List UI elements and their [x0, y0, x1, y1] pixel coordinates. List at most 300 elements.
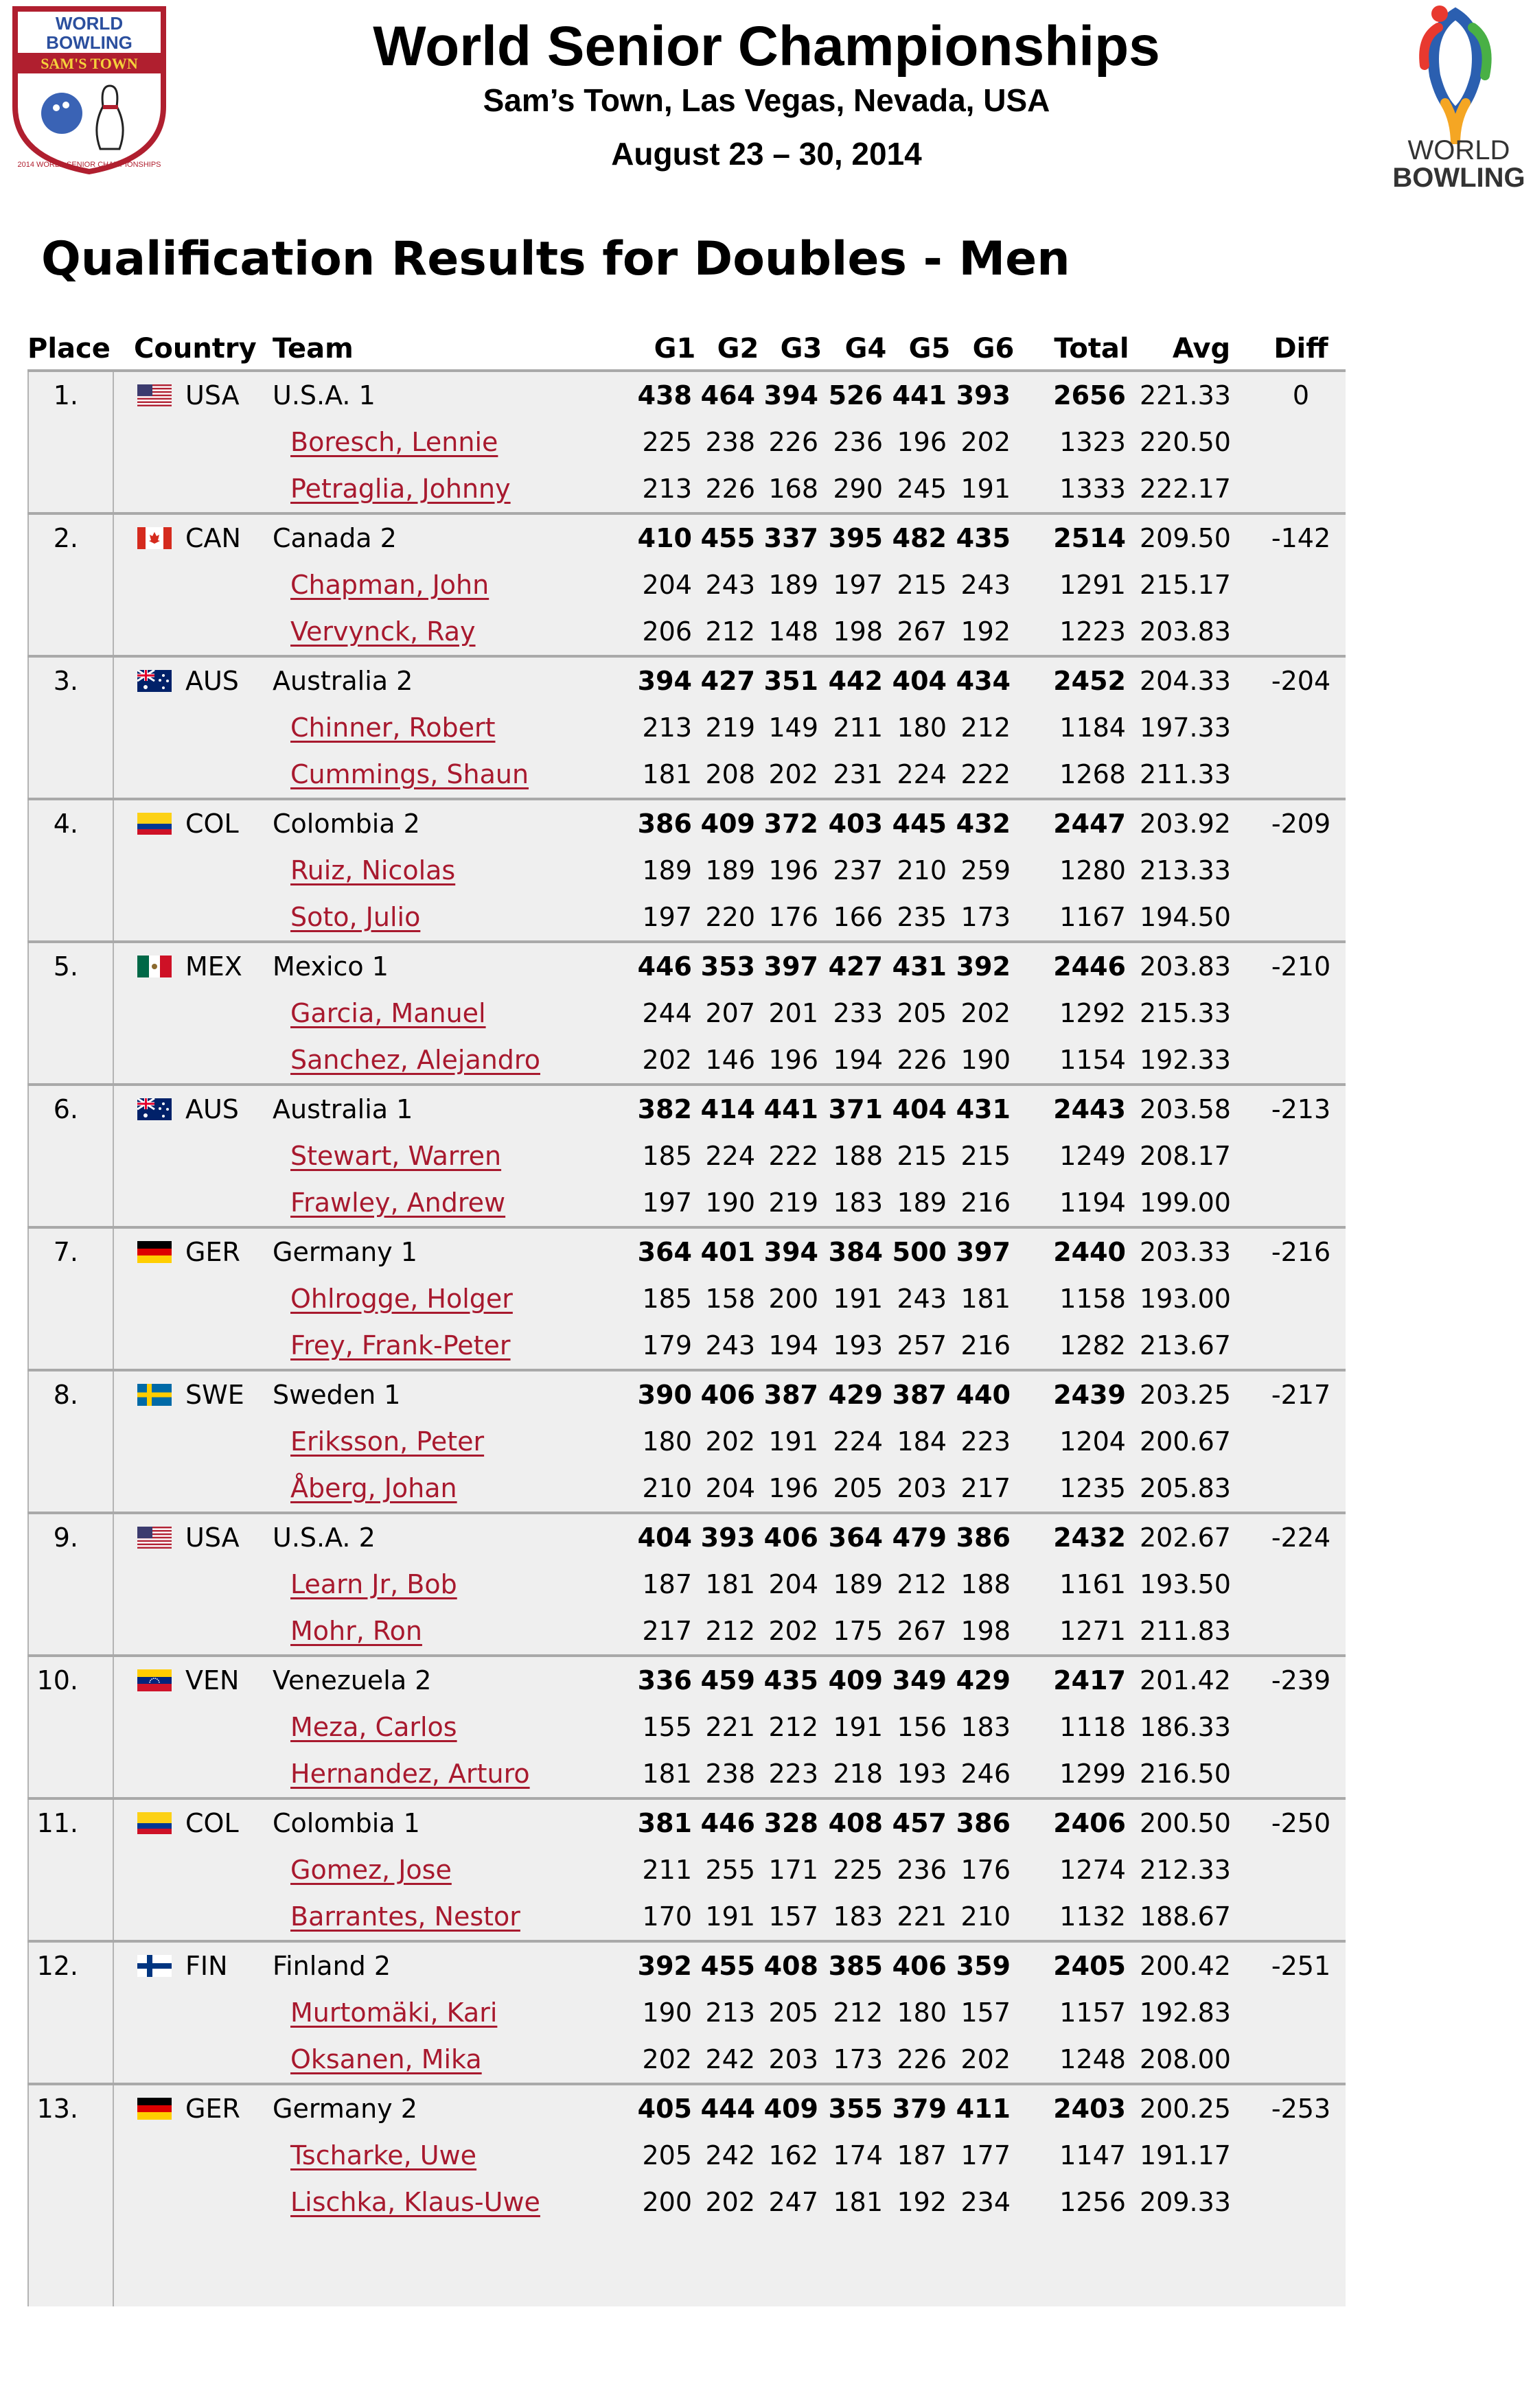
player-game-score: 194 — [833, 1045, 883, 1075]
team-game-score: 359 — [956, 1951, 1011, 1981]
player-game-score: 202 — [768, 759, 818, 789]
player-game-score: 196 — [768, 855, 818, 885]
player-game-score: 179 — [642, 1330, 692, 1361]
team-group — [27, 1800, 1346, 1940]
team-average: 200.42 — [1140, 1951, 1231, 1981]
country-code: SWE — [185, 1380, 244, 1410]
player-average: 192.83 — [1140, 1998, 1231, 2028]
player-game-score: 198 — [833, 616, 883, 647]
team-game-score: 394 — [637, 666, 692, 696]
team-game-score: 408 — [828, 1808, 883, 1838]
team-game-score: 371 — [828, 1094, 883, 1124]
col-g6-header: G6 — [972, 333, 1015, 364]
player-average: 186.33 — [1140, 1712, 1231, 1742]
mexico-flag-icon — [137, 956, 172, 977]
player-game-score: 189 — [897, 1188, 947, 1218]
team-group — [27, 1229, 1346, 1369]
player-game-score: 196 — [768, 1473, 818, 1503]
player-game-score: 243 — [705, 570, 755, 600]
country-code: GER — [185, 2094, 240, 2124]
player-average: 193.00 — [1140, 1284, 1231, 1314]
player-game-score: 189 — [642, 855, 692, 885]
player-game-score: 203 — [768, 2044, 818, 2074]
team-total: 2403 — [1053, 2094, 1126, 2124]
player-game-score: 212 — [705, 616, 755, 647]
player-average: 216.50 — [1140, 1759, 1231, 1789]
player-game-score: 192 — [897, 2187, 947, 2217]
team-game-score: 440 — [956, 1380, 1011, 1410]
player-game-score: 190 — [642, 1998, 692, 2028]
team-name: Sweden 1 — [273, 1380, 401, 1410]
player-name-link[interactable]: Gomez, Jose — [290, 1855, 452, 1885]
player-game-score: 206 — [642, 616, 692, 647]
player-game-score: 173 — [833, 2044, 883, 2074]
player-game-score: 226 — [705, 474, 755, 504]
event-dates: August 23 – 30, 2014 — [611, 136, 922, 172]
team-average: 209.50 — [1140, 523, 1231, 553]
player-game-score: 259 — [960, 855, 1011, 885]
team-name: Germany 1 — [273, 1237, 417, 1267]
player-total: 1274 — [1059, 1855, 1126, 1885]
team-average: 200.25 — [1140, 2094, 1231, 2124]
place-cell: 1. — [53, 380, 78, 410]
player-total: 1147 — [1059, 2140, 1126, 2170]
team-name: Finland 2 — [273, 1951, 391, 1981]
player-average: 215.33 — [1140, 998, 1231, 1028]
player-game-score: 242 — [705, 2140, 755, 2170]
svg-text:WORLD: WORLD — [55, 13, 124, 34]
player-game-score: 185 — [642, 1141, 692, 1171]
team-name: Australia 2 — [273, 666, 413, 696]
player-name-link[interactable]: Cummings, Shaun — [290, 759, 529, 789]
country-code: AUS — [185, 1094, 239, 1124]
player-game-score: 242 — [705, 2044, 755, 2074]
player-game-score: 170 — [642, 1901, 692, 1932]
player-name-link[interactable]: Stewart, Warren — [290, 1141, 502, 1171]
country-code: COL — [185, 809, 239, 839]
player-game-score: 235 — [897, 902, 947, 932]
player-average: 193.50 — [1140, 1569, 1231, 1599]
player-game-score: 218 — [833, 1759, 883, 1789]
player-name-link[interactable]: Petraglia, Johnny — [290, 474, 511, 504]
player-name-link[interactable]: Mohr, Ron — [290, 1616, 422, 1646]
player-name-link[interactable]: Boresch, Lennie — [290, 427, 498, 457]
col-country-header: Country — [134, 333, 257, 364]
player-game-score: 225 — [642, 427, 692, 457]
team-game-score: 405 — [637, 2094, 692, 2124]
team-name: Mexico 1 — [273, 951, 389, 982]
team-game-score: 386 — [637, 809, 692, 839]
team-game-score: 455 — [700, 523, 755, 553]
team-game-score: 442 — [828, 666, 883, 696]
finland-flag-icon — [137, 1955, 172, 1977]
country-code: FIN — [185, 1951, 228, 1981]
player-average: 188.67 — [1140, 1901, 1231, 1932]
team-diff: 0 — [1292, 380, 1310, 410]
player-name-link[interactable]: Vervynck, Ray — [290, 616, 476, 647]
player-game-score: 226 — [768, 427, 818, 457]
team-game-score: 409 — [700, 809, 755, 839]
team-game-score: 409 — [828, 1665, 883, 1695]
player-game-score: 202 — [705, 2187, 755, 2217]
team-game-score: 441 — [892, 380, 947, 410]
country-code: VEN — [185, 1665, 240, 1695]
team-game-score: 351 — [763, 666, 818, 696]
player-game-score: 202 — [768, 1616, 818, 1646]
player-game-score: 183 — [833, 1188, 883, 1218]
player-game-score: 267 — [897, 1616, 947, 1646]
team-game-score: 526 — [828, 380, 883, 410]
player-game-score: 193 — [833, 1330, 883, 1361]
team-game-score: 411 — [956, 2094, 1011, 2124]
place-cell: 4. — [53, 809, 78, 839]
team-game-score: 393 — [700, 1523, 755, 1553]
team-name: Venezuela 2 — [273, 1665, 432, 1695]
player-average: 211.33 — [1140, 759, 1231, 789]
player-game-score: 243 — [897, 1284, 947, 1314]
player-name-link[interactable]: Chinner, Robert — [290, 713, 496, 743]
team-game-score: 349 — [892, 1665, 947, 1695]
player-name-link[interactable]: Tscharke, Uwe — [290, 2140, 477, 2170]
player-name-link[interactable]: Sanchez, Alejandro — [290, 1045, 540, 1075]
player-game-score: 212 — [705, 1616, 755, 1646]
colombia-flag-icon — [137, 1812, 172, 1834]
player-name-link[interactable]: Soto, Julio — [290, 902, 421, 932]
player-game-score: 184 — [897, 1426, 947, 1457]
player-game-score: 148 — [768, 616, 818, 647]
player-game-score: 202 — [960, 998, 1011, 1028]
player-game-score: 219 — [768, 1188, 818, 1218]
player-game-score: 198 — [960, 1616, 1011, 1646]
team-game-score: 429 — [828, 1380, 883, 1410]
player-total: 1282 — [1059, 1330, 1126, 1361]
team-game-score: 387 — [892, 1380, 947, 1410]
player-game-score: 201 — [768, 998, 818, 1028]
team-game-score: 372 — [763, 809, 818, 839]
team-average: 203.25 — [1140, 1380, 1231, 1410]
player-game-score: 244 — [642, 998, 692, 1028]
team-game-score: 353 — [700, 951, 755, 982]
team-average: 202.67 — [1140, 1523, 1231, 1553]
player-average: 212.33 — [1140, 1855, 1231, 1885]
player-game-score: 177 — [960, 2140, 1011, 2170]
player-game-score: 212 — [833, 1998, 883, 2028]
player-total: 1223 — [1059, 616, 1126, 647]
place-cell: 2. — [53, 523, 78, 553]
player-game-score: 157 — [960, 1998, 1011, 2028]
place-cell: 6. — [53, 1094, 78, 1124]
place-cell: 11. — [36, 1808, 78, 1838]
player-name-link[interactable]: Lischka, Klaus-Uwe — [290, 2187, 540, 2217]
player-total: 1299 — [1059, 1759, 1126, 1789]
player-game-score: 243 — [705, 1330, 755, 1361]
team-game-score: 395 — [828, 523, 883, 553]
colombia-flag-icon — [137, 813, 172, 835]
player-average: 208.00 — [1140, 2044, 1231, 2074]
team-game-score: 397 — [763, 951, 818, 982]
team-game-score: 404 — [892, 666, 947, 696]
team-diff: -224 — [1271, 1523, 1331, 1553]
team-group — [27, 800, 1346, 940]
player-game-score: 197 — [833, 570, 883, 600]
col-g5-header: G5 — [908, 333, 951, 364]
player-average: 213.67 — [1140, 1330, 1231, 1361]
player-game-score: 196 — [768, 1045, 818, 1075]
team-group — [27, 1086, 1346, 1226]
team-diff: -250 — [1271, 1808, 1331, 1838]
player-game-score: 203 — [897, 1473, 947, 1503]
player-game-score: 166 — [833, 902, 883, 932]
team-game-score: 459 — [700, 1665, 755, 1695]
player-game-score: 190 — [960, 1045, 1011, 1075]
player-total: 1154 — [1059, 1045, 1126, 1075]
team-game-score: 431 — [892, 951, 947, 982]
player-name-link[interactable]: Frey, Frank-Peter — [290, 1330, 511, 1361]
col-avg-header: Avg — [1172, 333, 1231, 364]
player-name-link[interactable]: Hernandez, Arturo — [290, 1759, 530, 1789]
player-average: 213.33 — [1140, 855, 1231, 885]
player-total: 1118 — [1059, 1712, 1126, 1742]
team-game-score: 404 — [892, 1094, 947, 1124]
country-code: USA — [185, 380, 240, 410]
team-average: 204.33 — [1140, 666, 1231, 696]
team-game-score: 408 — [763, 1951, 818, 1981]
team-name: U.S.A. 1 — [273, 380, 376, 410]
player-game-score: 156 — [897, 1712, 947, 1742]
australia-flag-icon — [137, 1098, 172, 1120]
team-game-score: 435 — [956, 523, 1011, 553]
player-game-score: 192 — [960, 616, 1011, 647]
player-game-score: 213 — [642, 713, 692, 743]
team-group — [27, 1943, 1346, 2083]
player-name-link[interactable]: Eriksson, Peter — [290, 1426, 485, 1457]
player-game-score: 210 — [642, 1473, 692, 1503]
team-name: Canada 2 — [273, 523, 397, 553]
player-game-score: 238 — [705, 1759, 755, 1789]
player-game-score: 187 — [642, 1569, 692, 1599]
player-total: 1184 — [1059, 713, 1126, 743]
team-diff: -142 — [1271, 523, 1331, 553]
player-game-score: 215 — [897, 1141, 947, 1171]
player-game-score: 215 — [960, 1141, 1011, 1171]
team-game-score: 386 — [956, 1523, 1011, 1553]
player-game-score: 220 — [705, 902, 755, 932]
player-name-link[interactable]: Chapman, John — [290, 570, 489, 600]
svg-text:SAM'S TOWN: SAM'S TOWN — [41, 55, 138, 72]
team-game-score: 328 — [763, 1808, 818, 1838]
player-game-score: 191 — [833, 1712, 883, 1742]
team-game-score: 432 — [956, 809, 1011, 839]
player-game-score: 181 — [833, 2187, 883, 2217]
team-total: 2439 — [1053, 1380, 1126, 1410]
team-diff: -204 — [1271, 666, 1331, 696]
player-name-link[interactable]: Murtomäki, Kari — [290, 1998, 498, 2028]
player-average: 209.33 — [1140, 2187, 1231, 2217]
player-game-score: 224 — [705, 1141, 755, 1171]
col-diff-header: Diff — [1273, 333, 1328, 364]
team-game-score: 410 — [637, 523, 692, 553]
player-game-score: 181 — [642, 759, 692, 789]
team-game-score: 457 — [892, 1808, 947, 1838]
player-game-score: 255 — [705, 1855, 755, 1885]
team-diff: -213 — [1271, 1094, 1331, 1124]
team-game-score: 381 — [637, 1808, 692, 1838]
player-game-score: 219 — [705, 713, 755, 743]
player-game-score: 200 — [768, 1284, 818, 1314]
player-game-score: 221 — [897, 1901, 947, 1932]
col-g4-header: G4 — [844, 333, 887, 364]
player-total: 1167 — [1059, 902, 1126, 932]
team-game-score: 446 — [637, 951, 692, 982]
player-average: 211.83 — [1140, 1616, 1231, 1646]
player-name-link[interactable]: Ohlrogge, Holger — [290, 1284, 513, 1314]
country-code: AUS — [185, 666, 239, 696]
results-table — [27, 328, 1346, 2306]
player-game-score: 185 — [642, 1284, 692, 1314]
player-total: 1157 — [1059, 1998, 1126, 2028]
team-game-score: 384 — [828, 1237, 883, 1267]
team-game-score: 414 — [700, 1094, 755, 1124]
team-game-score: 455 — [700, 1951, 755, 1981]
player-total: 1235 — [1059, 1473, 1126, 1503]
usa-flag-icon — [137, 1527, 172, 1549]
team-total: 2417 — [1053, 1665, 1126, 1695]
player-game-score: 202 — [960, 427, 1011, 457]
svg-text:WORLD: WORLD — [1407, 135, 1510, 165]
player-game-score: 189 — [705, 855, 755, 885]
team-average: 203.83 — [1140, 951, 1231, 982]
player-name-link[interactable]: Ruiz, Nicolas — [290, 855, 456, 885]
team-game-score: 406 — [700, 1380, 755, 1410]
player-game-score: 205 — [897, 998, 947, 1028]
team-group — [27, 1371, 1346, 1512]
team-game-score: 379 — [892, 2094, 947, 2124]
player-game-score: 217 — [960, 1473, 1011, 1503]
player-game-score: 171 — [768, 1855, 818, 1885]
player-game-score: 180 — [897, 713, 947, 743]
player-total: 1132 — [1059, 1901, 1126, 1932]
player-game-score: 213 — [705, 1998, 755, 2028]
player-game-score: 191 — [768, 1426, 818, 1457]
player-name-link[interactable]: Barrantes, Nestor — [290, 1901, 520, 1932]
team-total: 2432 — [1053, 1523, 1126, 1553]
player-average: 205.83 — [1140, 1473, 1231, 1503]
player-game-score: 204 — [642, 570, 692, 600]
player-average: 222.17 — [1140, 474, 1231, 504]
team-group — [27, 372, 1346, 512]
team-name: Colombia 2 — [273, 809, 420, 839]
team-game-score: 429 — [956, 1665, 1011, 1695]
player-game-score: 202 — [960, 2044, 1011, 2074]
player-game-score: 183 — [833, 1901, 883, 1932]
team-game-score: 444 — [700, 2094, 755, 2124]
team-total: 2446 — [1053, 951, 1126, 982]
team-game-score: 404 — [637, 1523, 692, 1553]
team-group — [27, 658, 1346, 798]
player-total: 1204 — [1059, 1426, 1126, 1457]
player-average: 192.33 — [1140, 1045, 1231, 1075]
player-game-score: 197 — [642, 1188, 692, 1218]
germany-flag-icon — [137, 1241, 172, 1263]
place-cell: 5. — [53, 951, 78, 982]
player-game-score: 173 — [960, 902, 1011, 932]
player-game-score: 224 — [897, 759, 947, 789]
country-code: CAN — [185, 523, 241, 553]
player-name-link[interactable]: Åberg, Johan — [290, 1473, 457, 1503]
team-game-score: 392 — [637, 1951, 692, 1981]
team-total: 2405 — [1053, 1951, 1126, 1981]
team-game-score: 431 — [956, 1094, 1011, 1124]
player-total: 1158 — [1059, 1284, 1126, 1314]
player-game-score: 205 — [642, 2140, 692, 2170]
player-total: 1271 — [1059, 1616, 1126, 1646]
player-game-score: 181 — [642, 1759, 692, 1789]
player-game-score: 212 — [960, 713, 1011, 743]
team-name: Germany 2 — [273, 2094, 417, 2124]
player-game-score: 181 — [960, 1284, 1011, 1314]
team-average: 203.33 — [1140, 1237, 1231, 1267]
player-game-score: 176 — [768, 902, 818, 932]
team-average: 203.92 — [1140, 809, 1231, 839]
player-average: 208.17 — [1140, 1141, 1231, 1171]
player-average: 199.00 — [1140, 1188, 1231, 1218]
player-game-score: 189 — [833, 1569, 883, 1599]
player-total: 1248 — [1059, 2044, 1126, 2074]
team-game-score: 337 — [763, 523, 818, 553]
player-name-link[interactable]: Garcia, Manuel — [290, 998, 486, 1028]
player-total: 1292 — [1059, 998, 1126, 1028]
player-game-score: 204 — [768, 1569, 818, 1599]
col-place-header: Place — [27, 333, 111, 364]
player-game-score: 197 — [642, 902, 692, 932]
team-group — [27, 943, 1346, 1083]
player-total: 1333 — [1059, 474, 1126, 504]
player-name-link[interactable]: Frawley, Andrew — [290, 1188, 506, 1218]
player-game-score: 202 — [642, 1045, 692, 1075]
player-average: 194.50 — [1140, 902, 1231, 932]
player-game-score: 223 — [960, 1426, 1011, 1457]
team-diff: -216 — [1271, 1237, 1331, 1267]
player-game-score: 187 — [897, 2140, 947, 2170]
player-game-score: 188 — [960, 1569, 1011, 1599]
player-game-score: 222 — [768, 1141, 818, 1171]
player-game-score: 183 — [960, 1712, 1011, 1742]
player-average: 215.17 — [1140, 570, 1231, 600]
team-game-score: 394 — [763, 1237, 818, 1267]
player-name-link[interactable]: Oksanen, Mika — [290, 2044, 482, 2074]
australia-flag-icon — [137, 670, 172, 692]
player-game-score: 175 — [833, 1616, 883, 1646]
venezuela-flag-icon — [137, 1669, 172, 1691]
player-game-score: 205 — [768, 1998, 818, 2028]
team-game-score: 364 — [637, 1237, 692, 1267]
player-game-score: 245 — [897, 474, 947, 504]
team-game-score: 438 — [637, 380, 692, 410]
team-game-score: 434 — [956, 666, 1011, 696]
player-game-score: 204 — [705, 1473, 755, 1503]
place-cell: 10. — [36, 1665, 78, 1695]
team-group — [27, 515, 1346, 655]
player-name-link[interactable]: Learn Jr, Bob — [290, 1569, 457, 1599]
player-total: 1323 — [1059, 427, 1126, 457]
player-game-score: 191 — [705, 1901, 755, 1932]
player-game-score: 194 — [768, 1330, 818, 1361]
player-game-score: 149 — [768, 713, 818, 743]
player-game-score: 211 — [833, 713, 883, 743]
team-game-score: 364 — [828, 1523, 883, 1553]
player-name-link[interactable]: Meza, Carlos — [290, 1712, 457, 1742]
team-game-score: 427 — [700, 666, 755, 696]
